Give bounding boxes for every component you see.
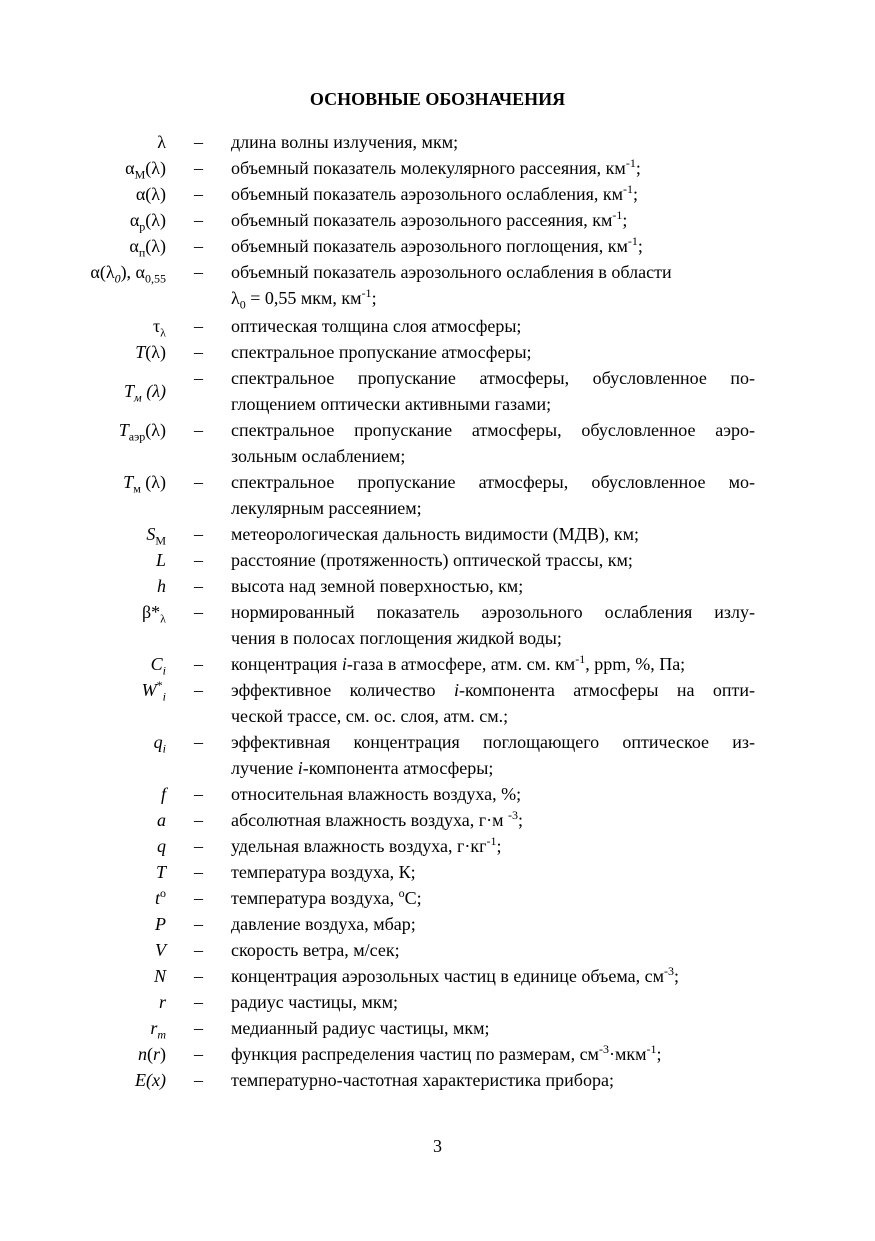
notation-symbol: α(λ) xyxy=(135,184,166,204)
page-title: ОСНОВНЫЕ ОБОЗНАЧЕНИЯ xyxy=(309,89,566,109)
notation-definition xyxy=(231,807,755,833)
notation-dash: – xyxy=(194,368,203,388)
definition-line: спектральное пропускание атмосферы, обусловленное по- xyxy=(231,368,755,388)
notation-dash: – xyxy=(194,1018,203,1038)
notation-symbol: $q_i$ xyxy=(153,732,166,756)
definition-line: нормированный показатель аэрозольного ослабления излу- xyxy=(231,602,755,622)
notation-dash: – xyxy=(194,262,203,282)
definition-line: зольным ослаблением; xyxy=(231,446,406,466)
notation-definition xyxy=(231,963,755,989)
notation-dash: – xyxy=(194,472,203,492)
notation-dash: – xyxy=(194,836,203,856)
notation-dash: – xyxy=(194,680,203,700)
definition-line: концентрация i-газа в атмосфере, атм. см. $км^{-1}$, ррm, %, Па; xyxy=(231,652,686,674)
definition-line: функция распределения частиц по размерам, $см^{-3}\cdot мкм^{-1}$; xyxy=(231,1042,662,1064)
definition-line: метеорологическая дальность видимости (МДВ), км; xyxy=(231,524,640,544)
definition-line: объемный показатель молекулярного рассеяния, $км^{-1}$; xyxy=(231,156,641,178)
definition-line: эффективное количество i-компонента атмосферы на опти- xyxy=(231,680,755,700)
definition-line: лучение i-компонента атмосферы; xyxy=(231,758,494,778)
definition-line: радиус частицы, мкм; xyxy=(231,992,399,1012)
notation-definition xyxy=(231,833,755,859)
notation-dash: – xyxy=(194,862,203,882)
definition-line: лекулярным рассеянием; xyxy=(231,498,422,518)
notation-symbol: N xyxy=(153,966,166,986)
notation-dash: – xyxy=(194,940,203,960)
notation-dash: – xyxy=(194,784,203,804)
notation-definition xyxy=(231,989,755,1015)
notation-dash: – xyxy=(194,654,203,674)
notation-definition xyxy=(231,651,755,677)
notation-dash: – xyxy=(194,316,203,336)
definition-line: температурно-частотная характеристика прибора; xyxy=(231,1070,614,1090)
notation-dash: – xyxy=(194,236,203,256)
notation-symbol: $\tau_\lambda$ xyxy=(152,316,166,340)
notation-symbol: a xyxy=(157,810,166,830)
page-number: 3 xyxy=(433,1136,442,1156)
notation-symbol: T(λ) xyxy=(135,342,166,362)
definition-line: относительная влажность воздуха, %; xyxy=(231,784,522,804)
notation-definition xyxy=(231,1015,755,1041)
notation-symbol: $T_{аэр}(\lambda)$ xyxy=(118,420,166,444)
definition-line: $\lambda_0 = 0,55$ мкм, $км^{-1}$; xyxy=(231,286,377,312)
definition-line: объемный показатель аэрозольного рассеяния, $км^{-1}$; xyxy=(231,208,628,230)
definition-line: длина волны излучения, мкм; xyxy=(231,132,459,152)
definition-line: объемный показатель аэрозольного ослабления в области xyxy=(231,262,672,282)
notation-symbol: λ xyxy=(157,132,166,152)
notation-definition xyxy=(231,233,755,259)
notation-dash: – xyxy=(194,966,203,986)
definition-line: эффективная концентрация поглощающего оптическое из- xyxy=(231,732,755,752)
notation-definition xyxy=(231,365,755,417)
notation-definition xyxy=(231,937,755,963)
notation-symbol: $S_М$ xyxy=(146,524,166,548)
notation-definition xyxy=(231,259,755,311)
definition-line: расстояние (протяженность) оптической трассы, км; xyxy=(231,550,633,570)
notation-dash: – xyxy=(194,732,203,752)
notation-dash: – xyxy=(194,550,203,570)
notation-definition xyxy=(231,859,755,885)
notation-symbol: $\beta*_\lambda$ xyxy=(142,602,166,626)
notation-symbol: P xyxy=(155,914,166,934)
notation-symbol: r xyxy=(158,992,166,1012)
notation-definition xyxy=(231,547,755,573)
notation-dash: – xyxy=(194,914,203,934)
definition-line: объемный показатель аэрозольного поглощения, $км^{-1}$; xyxy=(231,234,643,256)
definition-line: температура воздуха, $^o$C; xyxy=(231,886,422,908)
notation-definition xyxy=(231,417,755,469)
notation-definition xyxy=(231,181,755,207)
notation-symbol: $\alpha_п(\lambda)$ xyxy=(129,236,166,260)
notation-dash: – xyxy=(194,420,203,440)
definition-line: скорость ветра, м/сек; xyxy=(231,940,400,960)
notation-symbol: $\alpha_р(\lambda)$ xyxy=(129,210,166,234)
notation-definition xyxy=(231,469,755,521)
notation-dash: – xyxy=(194,342,203,362)
notation-symbol: L xyxy=(155,550,166,570)
notation-dash: – xyxy=(194,158,203,178)
notation-definition xyxy=(231,129,755,155)
notation-definition xyxy=(231,573,755,599)
definition-line: температура воздуха, К; xyxy=(231,862,416,882)
notation-symbol: T xyxy=(155,862,166,882)
definition-line: концентрация аэрозольных частиц в единице объема, $см^{-3}$; xyxy=(231,964,679,986)
notation-dash: – xyxy=(194,184,203,204)
notation-symbol: E(x) xyxy=(135,1070,166,1090)
definition-line: спектральное пропускание атмосферы; xyxy=(231,342,532,362)
notation-symbol: h xyxy=(157,576,166,596)
notation-dash: – xyxy=(194,1044,203,1064)
notation-dash: – xyxy=(194,576,203,596)
notation-symbol: $T_м$ (λ) xyxy=(123,472,166,496)
notation-dash: – xyxy=(194,524,203,544)
notation-symbol: $C_i$ xyxy=(150,654,166,678)
notation-symbol: $t^o$ xyxy=(154,886,166,908)
definition-line: ческой трассе, см. ос. слоя, атм. см.; xyxy=(231,706,509,726)
notation-definition xyxy=(231,885,755,911)
definition-line: высота над земной поверхностью, км; xyxy=(231,576,524,596)
notation-definition xyxy=(231,207,755,233)
definition-line: чения в полосах поглощения жидкой воды; xyxy=(231,628,562,648)
notation-symbol: $T_м$ (λ) xyxy=(124,381,166,405)
notation-dash: – xyxy=(194,992,203,1012)
notation-definition xyxy=(231,1041,755,1067)
notation-symbol: $\alpha(\lambda_0)$, $\alpha_{0,55}$ xyxy=(90,262,166,286)
definition-line: удельная влажность воздуха, $г\cdot кг^{-1}$; xyxy=(231,834,502,856)
notation-dash: – xyxy=(194,810,203,830)
definition-line: глощением оптически активными газами; xyxy=(231,394,552,414)
notation-definition xyxy=(231,521,755,547)
notation-definition xyxy=(231,155,755,181)
notation-dash: – xyxy=(194,1070,203,1090)
notation-symbol: $r_m$ xyxy=(150,1018,166,1042)
notation-definition xyxy=(231,911,755,937)
notation-definition xyxy=(231,677,755,729)
notation-dash: – xyxy=(194,132,203,152)
notation-symbol: n(r) xyxy=(137,1044,166,1064)
notation-symbol: $W^*_i$ xyxy=(141,678,166,704)
notation-definition xyxy=(231,781,755,807)
notation-definition xyxy=(231,729,755,781)
notation-symbol: V xyxy=(155,940,166,960)
notation-definition xyxy=(231,599,755,651)
definition-line: объемный показатель аэрозольного ослабления, $км^{-1}$; xyxy=(231,182,639,204)
notation-definition xyxy=(231,313,755,339)
definition-line: спектральное пропускание атмосферы, обусловленное аэро- xyxy=(231,420,755,440)
notation-definition xyxy=(231,339,755,365)
notation-symbol: f xyxy=(160,784,166,804)
definition-line: спектральное пропускание атмосферы, обусловленное мо- xyxy=(231,472,755,492)
definition-line: абсолютная влажность воздуха, г·м $^{-3}$; xyxy=(231,808,524,830)
notation-symbol: q xyxy=(157,836,166,856)
notation-dash: – xyxy=(194,602,203,622)
notation-dash: – xyxy=(194,210,203,230)
definition-line: давление воздуха, мбар; xyxy=(231,914,416,934)
notation-symbol: $\alpha_М(\lambda)$ xyxy=(125,158,166,182)
notation-definition xyxy=(231,1067,755,1093)
notation-dash: – xyxy=(194,888,203,908)
definition-line: медианный радиус частицы, мкм; xyxy=(231,1018,490,1038)
definition-line: оптическая толщина слоя атмосферы; xyxy=(231,316,522,336)
